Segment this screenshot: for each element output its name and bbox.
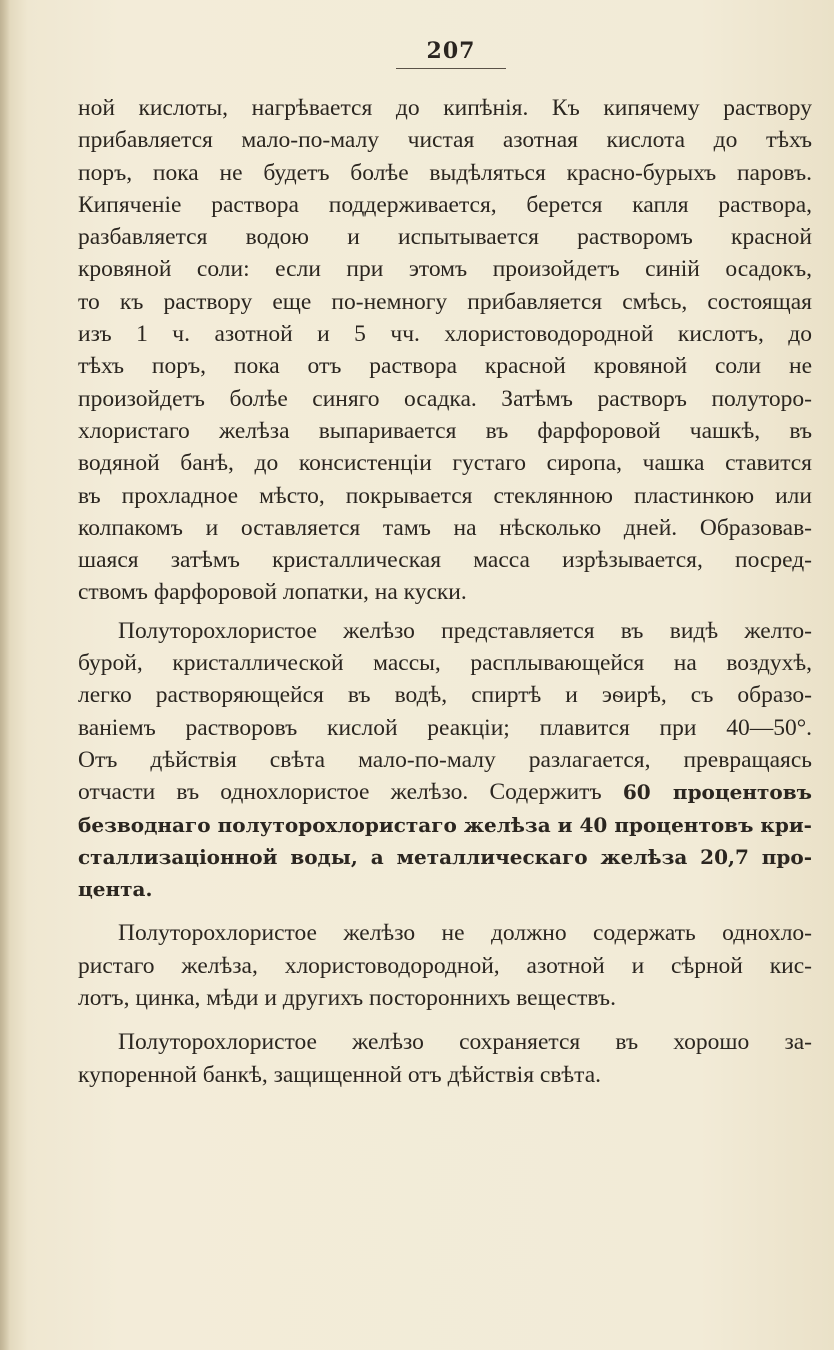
text-line: разбавляется водою и испытывается растворомъ красной xyxy=(78,224,812,251)
paragraph-3 xyxy=(78,917,812,1014)
text-line: лотъ, цинка, мѣди и другихъ постороннихъ веществъ. xyxy=(78,985,616,1012)
text-line: колпакомъ и оставляется тамъ на нѣсколько дней. Образовав- xyxy=(78,514,812,541)
text-line: легко растворяющейся въ водѣ, спиртѣ и эѳирѣ, съ образо- xyxy=(78,682,812,709)
text-line: поръ, пока не будетъ болѣе выдѣляться красно-бурыхъ паровъ. xyxy=(78,159,812,186)
header-rule xyxy=(396,68,506,69)
text-line: ствомъ фарфоровой лопатки, на куски. xyxy=(78,579,467,606)
page-number: 207 xyxy=(426,38,476,64)
text-line: Полуторохлористое желѣзо сохраняется въ хорошо за- xyxy=(118,1029,812,1056)
text-line: ристаго желѣза, хлористоводородной, азотной и сѣрной кис- xyxy=(78,952,812,979)
text-line: тѣхъ поръ, пока отъ раствора красной кровяной соли не xyxy=(78,353,812,380)
text-line: Полуторохлористое желѣзо представляется въ видѣ желто- xyxy=(118,617,812,644)
paragraph-gap xyxy=(78,1014,812,1026)
text-line: изъ 1 ч. азотной и 5 чч. хлористоводородной кислотъ, до xyxy=(78,321,812,348)
text-line: въ прохладное мѣсто, покрывается стеклянною пластинкою или xyxy=(78,482,812,509)
bold-text-line: цента. xyxy=(78,877,153,902)
paragraph-2 xyxy=(78,615,812,906)
text-bold-span: 60 процентовъ xyxy=(622,780,812,805)
text-line: ваніемъ растворовъ кислой реакціи; плавится при 40—50°. xyxy=(78,714,812,741)
text-line: Полуторохлористое желѣзо не должно содержать однохло- xyxy=(118,920,812,947)
text-line: шаяся затѣмъ кристаллическая масса изрѣзывается, посред- xyxy=(78,547,812,574)
paragraph-4 xyxy=(78,1026,812,1091)
text-line: водяной банѣ, до консистенціи густаго сиропа, чашка ставится xyxy=(78,450,812,477)
text-line: кровяной соли: если при этомъ произойдетъ синій осадокъ, xyxy=(78,256,812,283)
bold-text-line: безводнаго полуторохлористаго желѣза и 40 процентовъ кри- xyxy=(78,812,812,837)
text-line: купоренной банкѣ, защищенной отъ дѣйствія свѣта. xyxy=(78,1061,602,1088)
text-line: хлористаго желѣза выпаривается въ фарфоровой чашкѣ, въ xyxy=(78,417,812,444)
paragraph-1 xyxy=(78,92,812,609)
text-line: бурой, кристаллической массы, расплывающейся на воздухѣ, xyxy=(78,650,812,677)
text-line: ной кислоты, нагрѣвается до кипѣнія. Къ кипячему раствору xyxy=(78,95,812,121)
text-line: то къ раствору еще по-немногу прибавляется смѣсь, состоящая xyxy=(78,288,812,315)
text-line: прибавляется мало-по-малу чистая азотная кислота до тѣхъ xyxy=(78,127,812,154)
text-normal-span: отчасти въ однохлористое желѣзо. Содержитъ xyxy=(78,779,623,806)
text-line: произойдетъ болѣе синяго осадка. Затѣмъ растворъ полуторо- xyxy=(78,385,812,412)
body-text xyxy=(78,92,812,1091)
text-line: Отъ дѣйствія свѣта мало-по-малу разлагается, превращаясь xyxy=(78,746,812,773)
text-line-mixed xyxy=(78,776,812,808)
binding-shadow xyxy=(0,0,10,1350)
paragraph-gap xyxy=(78,905,812,917)
bold-text-line: сталлизаціонной воды, а металлическаго желѣза 20,7 про- xyxy=(78,844,812,869)
text-line: Кипяченіе раствора поддерживается, берется капля раствора, xyxy=(78,191,812,218)
